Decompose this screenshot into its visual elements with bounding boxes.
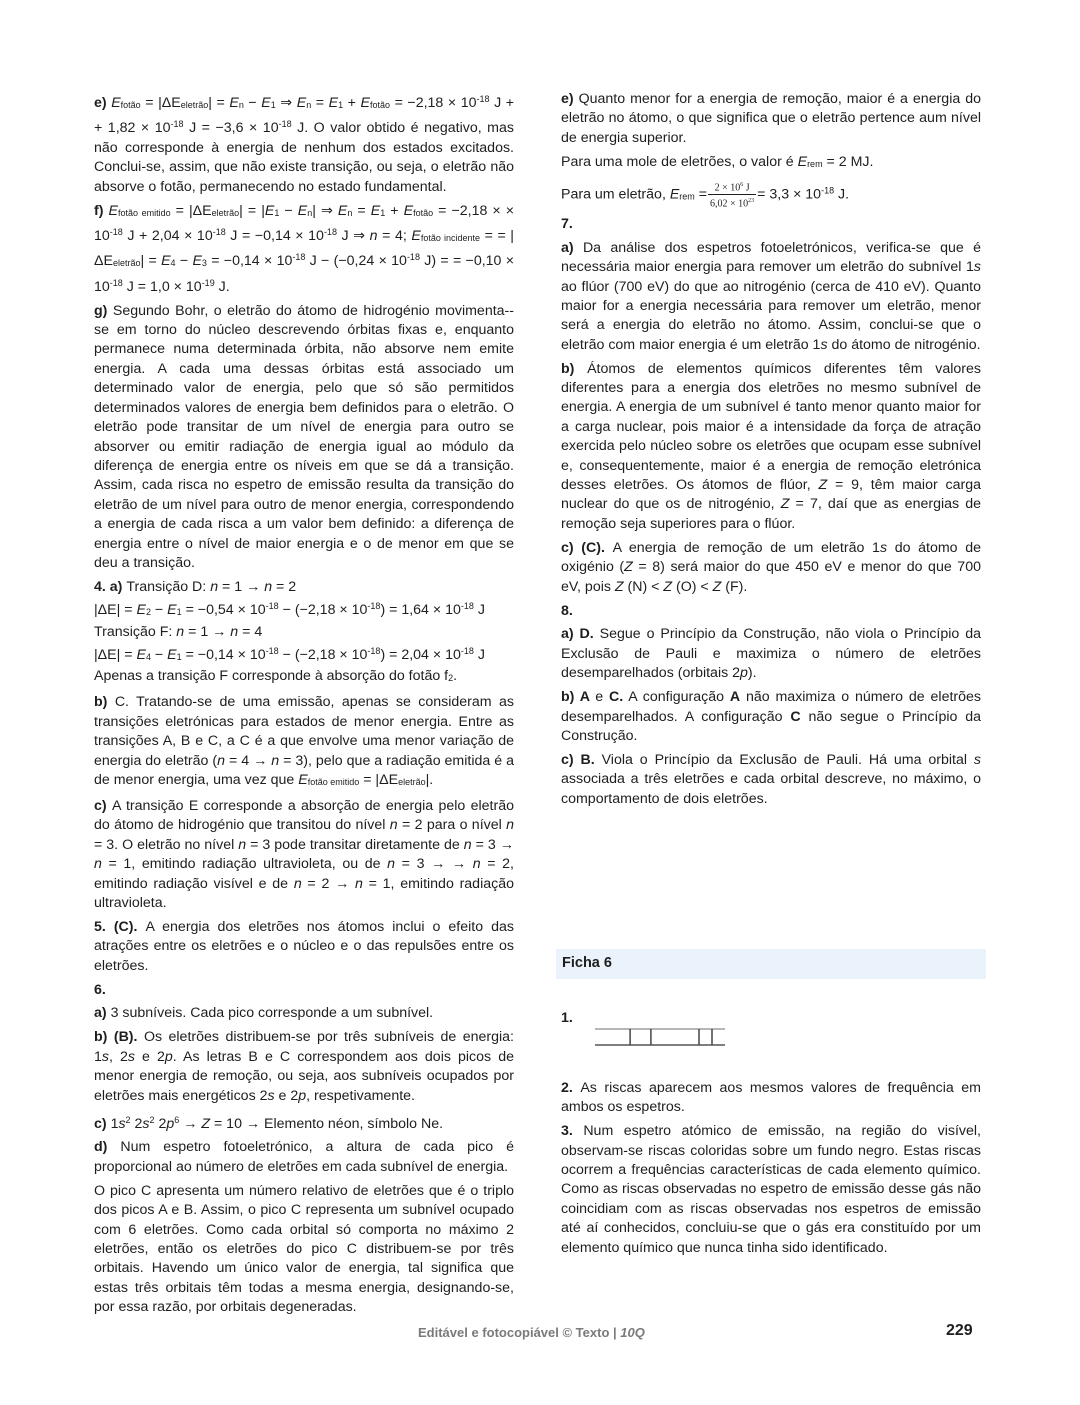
text-segment: ) = 2,04 × 10 [380, 647, 461, 664]
text-segment: E [264, 202, 275, 219]
text-segment: fotão [120, 100, 141, 110]
text-segment: = 1 → [218, 578, 265, 595]
text-segment: eletrão [211, 207, 240, 218]
text-segment: Para uma mole de eletrões, o valor é [561, 153, 798, 170]
text-segment: = −0,14 × 10 [181, 647, 266, 664]
text-segment: As riscas aparecem aos mesmos valores de frequência em ambos os espetros. [561, 1079, 982, 1116]
item-label: e) [94, 95, 112, 111]
text-segment: n [230, 623, 239, 640]
item-label: C. [609, 689, 624, 706]
text-segment: -18 [323, 226, 337, 237]
text-segment: s [118, 1115, 126, 1132]
item-label: c) [94, 1115, 111, 1132]
text-segment: n [264, 578, 273, 595]
text-segment: (F). [721, 578, 748, 595]
item-label: b) A [561, 689, 596, 706]
text-segment: = [352, 202, 371, 219]
text-segment: J = −3,6 × 10 [183, 120, 279, 137]
text-segment: = [311, 95, 329, 111]
text-segment: C. Tratando-se de uma emissão, apenas se consideram as transições eletrónicas para estados de menor energia. Entre as transições A, B e C, a C é a que envolve uma menor variação de energia do eletrão ( [94, 694, 514, 769]
text-segment: Z [624, 559, 633, 576]
text-segment: n [389, 817, 398, 834]
text-segment: n [271, 752, 280, 769]
text-segment: = 4; [377, 227, 412, 244]
text-segment: Num espetro atómico de emissão, na região do visível, observam-se riscas coloridas sobre um fundo negro. Estas riscas ocorrem a frequências características de cada elemento químico. Como as riscas observadas no espetro de emissão desse gás não coincidiam com as riscas observadas nos espetros de emissão até aí conhecidos, concluiu-se que o gás era constituído por um elemento químico que nunca tinha sido identificado. [561, 1123, 981, 1256]
text-segment: |ΔE| = [94, 647, 137, 664]
item-label: c) B. [561, 751, 602, 768]
text-segment: = = |ΔE [94, 227, 514, 270]
answer-paragraph-q6a [94, 1004, 514, 1023]
text-segment: -18 [212, 226, 226, 237]
text-segment: = 2 para o nível [397, 817, 507, 834]
text-segment: do átomo de oxigénio ( [561, 539, 981, 576]
text-segment: ) = 1,64 × 10 [380, 602, 461, 619]
text-segment: n [472, 856, 481, 873]
text-segment: 3 [201, 258, 207, 269]
text-segment: J. [834, 186, 850, 203]
text-segment: -18 [265, 646, 279, 657]
answer-paragraph-q3e [94, 90, 514, 197]
text-segment: n [306, 100, 312, 110]
fraction [708, 179, 756, 211]
text-segment: rem [807, 158, 823, 169]
text-segment: = −0,54 × 10 [181, 602, 266, 619]
item-label: 5. (C). [94, 918, 146, 935]
text-segment: n [238, 100, 244, 110]
answer-paragraph-q7b [561, 360, 981, 535]
item-label: e) [561, 91, 579, 107]
answer-paragraph-q6e3 [561, 179, 981, 211]
item-label: 2. [561, 1079, 581, 1096]
fraction-denominator: $6,02 \times 10^{23}$ [710, 197, 755, 210]
text-segment: E [360, 95, 370, 111]
answer-paragraph-q7 [561, 215, 981, 234]
text-segment: n [506, 817, 515, 834]
text-segment: | = [140, 253, 162, 270]
text-segment: = 3. O eletrão no nível [94, 836, 239, 853]
text-segment: 6 [174, 1114, 180, 1125]
emission-spectrum-diagram [595, 1025, 727, 1051]
text-segment: fotão emitido [117, 207, 171, 218]
text-segment: A configuração [623, 689, 730, 706]
text-segment: = 3 → → [395, 856, 473, 873]
text-segment: | ⇒ [312, 202, 338, 219]
text-segment: p [164, 1048, 173, 1065]
text-segment: J + + 1,82 × 10 [94, 95, 515, 137]
left-column [94, 90, 514, 1322]
text-segment: E [111, 95, 121, 111]
text-segment: rem [679, 191, 695, 202]
item-label: a) [561, 239, 583, 256]
text-segment: s [127, 1048, 135, 1065]
text-segment: ⇒ [275, 95, 297, 111]
text-segment: = 8) será maior do que 450 eV e menor do que 700 eV, pois [561, 559, 981, 595]
text-segment: -18 [476, 94, 490, 104]
text-segment: s [879, 539, 888, 556]
item-label: b) (B). [94, 1029, 144, 1046]
text-segment: eletrão [180, 100, 209, 110]
text-segment: 2 [125, 1114, 131, 1125]
text-segment: Viola o Princípio da Exclusão de Pauli. Há uma orbital [601, 751, 974, 768]
text-segment: Z [201, 1115, 211, 1132]
fraction-numerator: $2 \times 10^6$ J [708, 179, 756, 195]
text-segment: = 7, daí que as energias de remoção seja superiores para o flúor. [561, 496, 982, 532]
text-segment: A transição E corresponde a absorção de energia pelo eletrão do átomo de hidrogénio que transitou do nível [94, 797, 515, 834]
text-segment: ). [747, 665, 757, 682]
text-segment: -18 [109, 226, 123, 237]
answer-paragraph-q6d [94, 1138, 514, 1177]
text-segment: 4 [170, 258, 176, 269]
text-segment: e 2 [134, 1048, 165, 1065]
item-label: A [729, 689, 741, 706]
text-segment: J = −0,14 × 10 [225, 227, 324, 244]
text-segment: 4 [145, 652, 151, 663]
text-segment: A energia de remoção de um eletrão 1 [612, 539, 880, 556]
text-segment: A energia dos eletrões nos átomos inclui o efeito das atrações entre os eletrões e o núcleo e o das repulsões entre os eletrões. [94, 918, 514, 974]
text-segment: n [387, 856, 396, 873]
text-segment: -18 [278, 119, 292, 130]
text-segment: E [229, 95, 239, 111]
text-segment: 2 [149, 1114, 155, 1125]
text-segment: E [328, 95, 339, 111]
text-segment: | = [208, 95, 230, 111]
text-segment: s [101, 1048, 109, 1065]
text-segment: Segue o Princípio da Construção, não viola o Princípio da Exclusão de Pauli e maximiza o número de eletrões desemparelhados (orbitais 2 [561, 626, 981, 682]
item-label: a) D. [561, 626, 600, 643]
text-segment: do átomo de nitrogénio. [827, 336, 981, 353]
text-segment: E [797, 153, 808, 170]
text-segment: J) = = −0,10 × 10 [94, 253, 515, 295]
text-segment: = 2 [272, 578, 297, 595]
item-label: b) [94, 694, 115, 711]
text-segment: J − (−0,24 × 10 [305, 253, 407, 270]
text-segment: = −2,18 × 10 [390, 95, 477, 111]
item-label: a) [94, 1005, 111, 1022]
item-label: 8. [561, 602, 573, 619]
text-segment: s [820, 336, 828, 353]
text-segment: Da análise dos espetros fotoeletrónicos, verifica-se que é necessária maior energia para remover um eletrão do subnível 1 [561, 239, 981, 276]
text-segment: s [142, 1115, 150, 1132]
text-segment: . As letras B e C correspondem aos dois picos de menor energia de remoção, ou seja, aos subníveis ocupados por eletrões mais energéticos 2 [94, 1048, 514, 1104]
answer-paragraph-q5 [94, 918, 514, 976]
text-segment: E [403, 202, 414, 219]
answer-paragraph-q4a4 [94, 642, 514, 667]
answer-paragraph-q3f [94, 202, 514, 298]
text-segment: . [453, 668, 458, 685]
text-segment: -19 [201, 277, 215, 288]
text-segment: s [973, 751, 981, 768]
text-segment: Z [712, 578, 722, 595]
answer-paragraph-q6c [94, 1111, 514, 1134]
text-segment: = 3 → [471, 836, 514, 853]
text-segment: eletrão [112, 258, 141, 269]
text-segment: (O) < [672, 578, 713, 595]
text-segment: Z [818, 477, 828, 494]
text-segment: J ⇒ [336, 227, 370, 244]
text-segment: Transição F: [94, 623, 177, 640]
text-segment: Z [614, 578, 624, 595]
text-segment: Z [663, 578, 673, 595]
text-segment: = 10 → Elemento néon, símbolo Ne. [210, 1115, 444, 1132]
item-label: C [790, 708, 801, 725]
answer-paragraph-q6 [94, 981, 514, 1000]
text-segment: n [369, 227, 378, 244]
text-segment: , 2 [108, 1048, 128, 1065]
answer-paragraph-q4b [94, 693, 514, 792]
text-segment: 1 [380, 207, 386, 218]
text-segment: n [347, 207, 353, 218]
text-segment: = 1, emitindo radiação ultravioleta, ou de [101, 856, 388, 873]
text-segment: -18 [265, 601, 279, 612]
text-segment: = 3 pode transitar diretamente de [246, 836, 464, 853]
text-segment: -18 [292, 252, 306, 263]
answer-paragraph-q3g [94, 302, 514, 574]
text-segment: fotão incidente [420, 232, 481, 243]
item-label: 1. [561, 1010, 573, 1026]
text-segment: -18 [460, 601, 474, 612]
item-label: 3. [561, 1123, 584, 1140]
text-segment: + [343, 95, 361, 111]
text-segment: E [192, 253, 202, 270]
text-segment: não maximiza o número de eletrões desemparelhados. A configuração [561, 689, 982, 725]
text-segment: p [740, 665, 748, 682]
ficha-item-2 [561, 1079, 981, 1118]
text-segment: Átomos de elementos químicos diferentes têm valores diferentes para a energia dos eletrões no mesmo subnível de energia. A energia de um subnível é tanto menor quanto maior for a carga nuclear, pois maior é a intensidade da força de atração exercida pelo núcleo sobre os eletrões que ocupam esse subnível e, consequentemente, maior é a energia de remoção eletrónica desses eletrões. Os átomos de flúor, [561, 360, 981, 494]
answer-paragraph-q4a1 [94, 578, 514, 597]
text-segment: = 1, emitindo radiação ultravioleta. [94, 875, 514, 911]
text-segment: − [150, 647, 168, 664]
text-segment: E [370, 202, 381, 219]
text-segment: E [411, 227, 421, 244]
ficha-item-3 [561, 1122, 981, 1258]
text-segment: J [473, 647, 485, 664]
answer-paragraph-q6e2 [561, 153, 981, 174]
item-label: f) [94, 202, 109, 219]
text-segment: = 2, emitindo radiação visível e de [94, 856, 514, 892]
text-segment: = −2,18 × × 10 [94, 202, 515, 244]
text-segment: e 2 [274, 1087, 299, 1104]
text-segment: = 4 → [225, 752, 272, 769]
text-segment: e [595, 689, 610, 706]
text-segment: -18 [170, 119, 184, 130]
answer-paragraph-q6e [561, 90, 981, 148]
text-segment: 2 [130, 1115, 143, 1132]
item-label: c) [94, 797, 112, 814]
text-segment: |ΔE| = [94, 602, 137, 619]
text-segment: 1 [270, 100, 276, 110]
text-segment: -18 [109, 277, 123, 288]
text-segment: fotão [413, 207, 434, 218]
text-segment: fotão [369, 100, 391, 110]
text-segment: n [293, 875, 302, 892]
text-segment: n [210, 578, 219, 595]
text-segment: s [267, 1087, 275, 1104]
answer-paragraph-q8b [561, 688, 981, 746]
text-segment: = |ΔE [170, 202, 212, 219]
item-label: g) [94, 302, 113, 319]
footer-book: 10Q [620, 1325, 645, 1340]
text-segment: = 3,3 × 10 [757, 186, 822, 203]
text-segment: Num espetro fotoeletrónico, a altura de cada pico é proporcional ao número de eletrões em cada subnível de energia. [94, 1139, 514, 1175]
text-segment: 2 [448, 673, 454, 684]
ficha-title: Ficha 6 [562, 955, 612, 971]
answer-paragraph-q8a [561, 625, 981, 683]
text-segment: p [166, 1115, 175, 1132]
text-segment: E [296, 95, 307, 111]
answer-paragraph-q7a [561, 239, 981, 355]
page-number: 229 [946, 1322, 973, 1339]
right-column [561, 90, 981, 814]
text-segment: = 3), pelo que a radiação emitida é a de menor energia, uma vez que [94, 752, 514, 788]
text-segment: n [355, 875, 363, 892]
text-segment: Segundo Bohr, o eletrão do átomo de hidrogénio movimenta--se em torno do núcleo descrevendo órbitas fixas e, enquanto permanece numa determinada órbita, não absorve nem emite energia. A cada uma dessas órbitas está associado um determinado valor de energia, pelo que só são permitidos determinados valores de energia bem definidos para o eletrão. O eletrão pode transitar de um nível de energia para outro se absorver ou emitir radiação de energia igual ao módulo da diferença de energia entre os níveis em que se dá a transição. Assim, cada risca no espetro de emissão resulta da transição do eletrão de um nível para outro de menor energia, correspondendo a energia de cada risca a um valor bem definido: a diferença de energia entre o nível de maior energia e o de menor em que se deu a transição. [94, 302, 514, 571]
text-segment: Z [780, 496, 790, 513]
text-segment: 1 [176, 652, 182, 663]
text-segment: E [167, 602, 177, 619]
footer-text: Editável e fotocopiável © Texto | [418, 1325, 621, 1340]
answer-paragraph-q4a2 [94, 597, 514, 622]
text-segment: fotão emitido [307, 777, 360, 787]
text-segment: | = | [239, 202, 265, 219]
text-segment: s [973, 259, 981, 276]
answer-paragraph-q4c [94, 797, 514, 913]
text-segment: Transição D: [126, 578, 211, 595]
text-segment: J. [214, 278, 230, 295]
text-segment: = |ΔE [359, 772, 399, 788]
text-segment: = |ΔE [140, 95, 181, 111]
text-segment: J. O valor obtido é negativo, mas não corresponde à energia de nenhum dos estados excitados. Conclui-se, assim, que não existe transição, ou seja, o eletrão não absorve o fotão, permanecendo no estado fundamental. [94, 120, 514, 195]
text-segment: -18 [406, 252, 420, 263]
answer-paragraph-q8c [561, 751, 981, 809]
text-segment: − (−2,18 × 10 [278, 647, 368, 664]
text-segment: J = 1,0 × 10 [122, 278, 202, 295]
text-segment: 2 [145, 607, 151, 618]
text-segment: associada a três eletrões e cada orbital descreve, no máximo, o comportamento de dois eletrões. [561, 771, 981, 807]
text-segment: -18 [367, 646, 381, 657]
text-segment: → [179, 1115, 202, 1132]
text-segment: − [150, 602, 168, 619]
item-label: d) [94, 1139, 121, 1156]
text-segment: n [217, 752, 226, 769]
text-segment: Quanto menor for a energia de remoção, maior é a energia do eletrão no átomo, o que significa que o eletrão pertence aum nível de energia superior. [561, 91, 981, 146]
item-label: 4. a) [94, 578, 127, 595]
text-segment: n [238, 836, 247, 853]
text-segment: 1 [338, 100, 344, 110]
answer-paragraph-q6d2 [94, 1182, 514, 1318]
answer-paragraph-q7c [561, 539, 981, 597]
text-segment: E [167, 647, 177, 664]
text-segment: = −0,14 × 10 [206, 253, 293, 270]
text-segment: p [298, 1087, 307, 1104]
text-segment: E [136, 647, 146, 664]
text-segment: = 1 → [184, 623, 231, 640]
text-segment: -18 [367, 601, 381, 612]
text-segment: Apenas a transição F corresponde à absorção do fotão f [94, 668, 449, 685]
text-segment: 2 [154, 1115, 167, 1132]
answer-paragraph-q6b [94, 1028, 514, 1106]
text-segment: O pico C apresenta um número relativo de eletrões que é o triplo dos picos A e B. Assim, o pico C representa um subnível ocupado com 6 eletrões. Como cada orbital só comporta no máximo 2 eletrões, então os eletrões do pico C distribuem-se por três orbitais. Havendo um único valor de energia, tal significa que estas três orbitais têm todas a mesma energia, designando-se, por essa razão, por orbitais degeneradas. [94, 1182, 514, 1316]
text-segment: -18 [460, 646, 474, 657]
text-segment: 1 [176, 607, 182, 618]
text-segment: E [297, 202, 308, 219]
text-segment: não segue o Princípio da Construção. [561, 708, 981, 744]
answer-paragraph-q8 [561, 602, 981, 621]
text-segment: − [175, 253, 193, 270]
text-segment: J + 2,04 × 10 [122, 227, 213, 244]
item-label: c) (C). [561, 539, 613, 556]
text-segment: E [337, 202, 348, 219]
text-segment: |. [425, 772, 434, 788]
text-segment: -18 [821, 185, 835, 196]
text-segment: E [261, 95, 271, 111]
text-segment: J [473, 602, 485, 619]
text-segment: 3 subníveis. Cada pico corresponde a um subnível. [110, 1005, 434, 1022]
text-segment: E [136, 602, 146, 619]
text-segment: = 2 → [301, 875, 355, 892]
text-segment: E [298, 772, 308, 788]
item-label: b) [561, 360, 588, 377]
text-segment: 1 [110, 1115, 119, 1132]
text-segment: 1 [274, 207, 280, 218]
text-segment: = 2 MJ. [822, 153, 874, 170]
text-segment: E [161, 253, 171, 270]
text-segment: (N) < [623, 578, 664, 595]
item-label: 7. [561, 215, 573, 232]
text-segment: , respetivamente. [306, 1087, 415, 1104]
text-segment: − (−2,18 × 10 [278, 602, 368, 619]
text-segment: Os eletrões distribuem-se por três subníveis de energia: 1 [94, 1029, 514, 1065]
text-segment: = 4 [238, 623, 263, 640]
text-segment: n [94, 856, 102, 873]
text-segment: ao flúor (700 eV) do que ao nitrogénio (cerca de 410 eV). Quanto maior for a energia necessária para remover um eletrão, menor será a energia do eletrão no átomo. Assim, conclui-se que o eletrão com maior energia é um eletrão 1 [561, 278, 981, 353]
text-segment: n [307, 207, 313, 218]
text-segment: E [108, 202, 118, 219]
text-segment: n [176, 623, 185, 640]
text-segment: E [669, 186, 680, 203]
text-segment: − [279, 202, 298, 219]
text-segment: n [463, 836, 472, 853]
answer-paragraph-q4a3 [94, 623, 514, 642]
text-segment: = 9, têm maior carga nuclear do que os de nitrogénio, [561, 477, 981, 513]
item-label: 6. [94, 981, 106, 998]
text-segment: Para um eletrão, [561, 186, 670, 203]
ficha-header [556, 949, 986, 979]
answer-paragraph-q4a5 [94, 667, 514, 688]
text-segment: = [694, 186, 708, 203]
text-segment: + [385, 202, 404, 219]
page-footer [418, 1325, 645, 1340]
text-segment: − [243, 95, 262, 111]
text-segment: eletrão [398, 777, 426, 787]
